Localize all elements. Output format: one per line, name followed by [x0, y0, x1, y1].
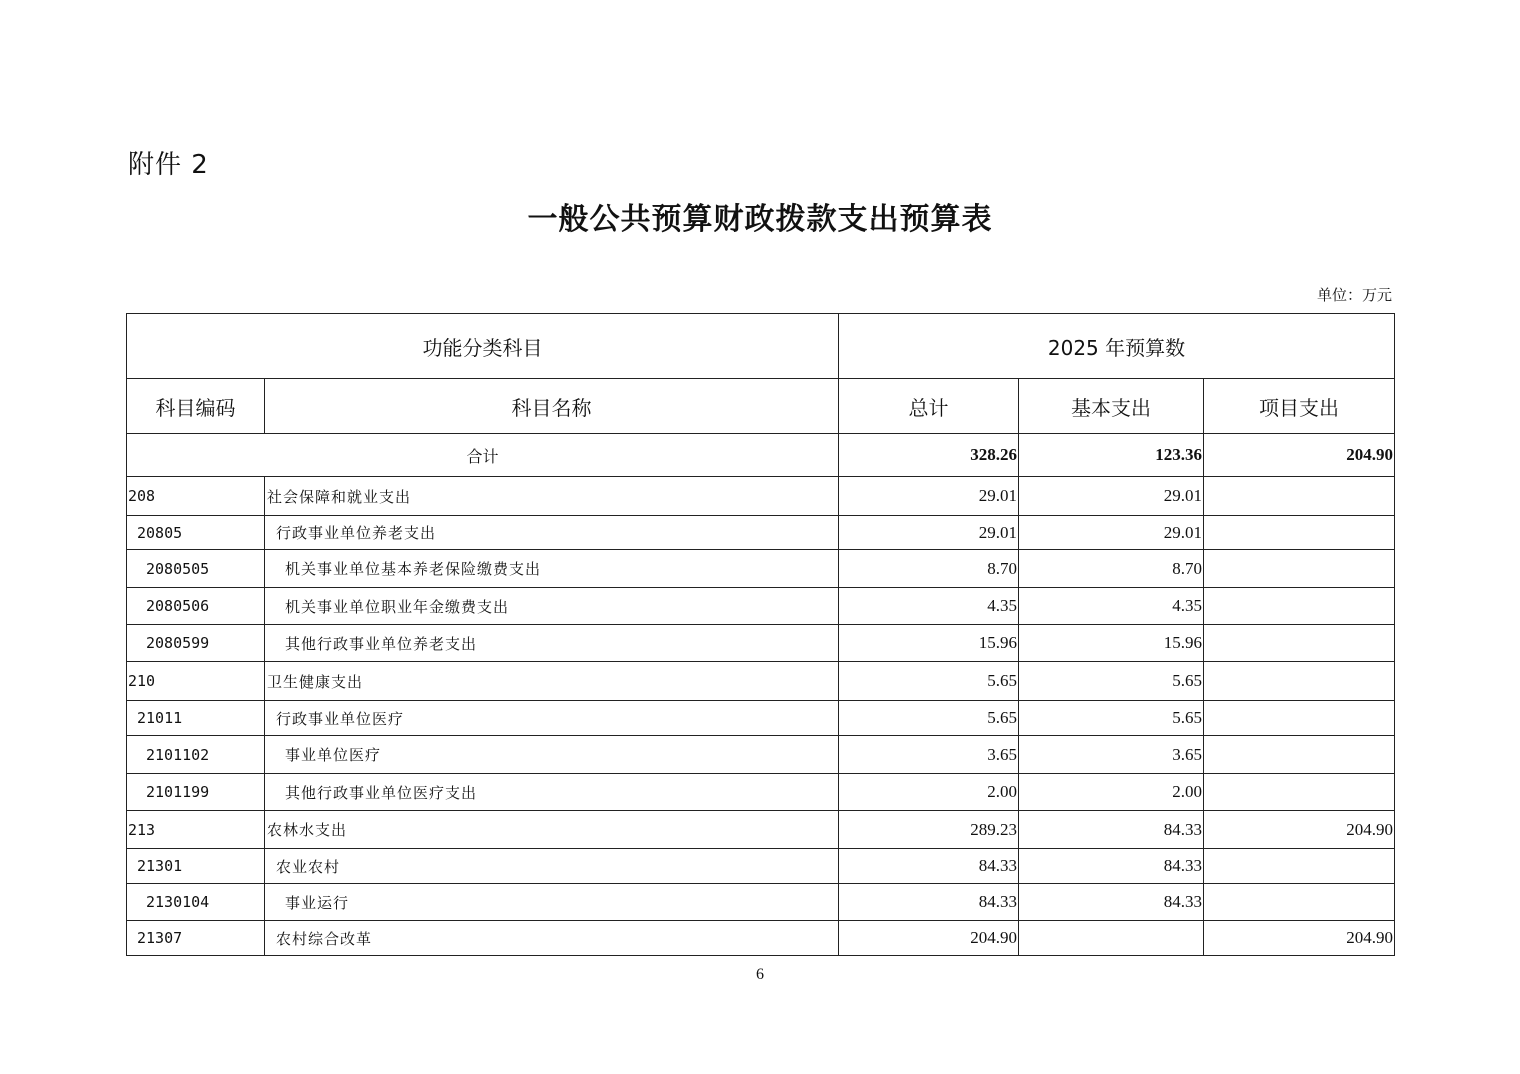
row-total: 15.96: [839, 625, 1019, 662]
row-total: 4.35: [839, 588, 1019, 625]
row-project: [1204, 701, 1395, 736]
row-project: [1204, 477, 1395, 516]
table-row: [127, 811, 1395, 849]
document-title: 一般公共预算财政拨款支出预算表: [527, 202, 993, 237]
table-row: [127, 774, 1395, 811]
row-name: 卫生健康支出: [265, 662, 839, 701]
row-basic: 84.33: [1019, 849, 1204, 884]
row-name: 社会保障和就业支出: [265, 477, 839, 516]
row-total: 29.01: [839, 477, 1019, 516]
table-row: [127, 736, 1395, 774]
row-name: 行政事业单位养老支出: [265, 516, 839, 550]
table-row: [127, 662, 1395, 701]
row-project: [1204, 774, 1395, 811]
table-row: [127, 477, 1395, 516]
row-name: 农业农村: [265, 849, 839, 884]
row-basic: 29.01: [1019, 516, 1204, 550]
row-project: [1204, 588, 1395, 625]
row-name: 行政事业单位医疗: [265, 701, 839, 736]
row-basic: 84.33: [1019, 811, 1204, 849]
table-row: [127, 921, 1395, 956]
row-basic: 84.33: [1019, 884, 1204, 921]
row-code: 2101199: [127, 774, 265, 811]
table-row: [127, 588, 1395, 625]
unit-label: 单位：万元: [1316, 286, 1392, 304]
table-row: [127, 884, 1395, 921]
table-row: [127, 625, 1395, 662]
row-project: 204.90: [1204, 921, 1395, 956]
row-name: 其他行政事业单位医疗支出: [265, 774, 839, 811]
total-project: 204.90: [1204, 434, 1395, 477]
row-code: 21307: [127, 921, 265, 956]
row-code: 2080505: [127, 550, 265, 588]
row-name: 事业运行: [265, 884, 839, 921]
row-code: 210: [127, 662, 265, 701]
row-code: 20805: [127, 516, 265, 550]
row-code: 2101102: [127, 736, 265, 774]
table-row: [127, 849, 1395, 884]
header-column-row: [127, 379, 1395, 434]
row-code: 21301: [127, 849, 265, 884]
row-total: 3.65: [839, 736, 1019, 774]
row-total: 204.90: [839, 921, 1019, 956]
row-total: 29.01: [839, 516, 1019, 550]
header-functional-category: 功能分类科目: [127, 314, 839, 379]
budget-table: [126, 313, 1395, 956]
row-basic: 29.01: [1019, 477, 1204, 516]
row-project: [1204, 884, 1395, 921]
row-project: 204.90: [1204, 811, 1395, 849]
row-total: 8.70: [839, 550, 1019, 588]
row-total: 2.00: [839, 774, 1019, 811]
row-code: 208: [127, 477, 265, 516]
header-basic: 基本支出: [1019, 379, 1204, 434]
row-name: 事业单位医疗: [265, 736, 839, 774]
row-code: 2080506: [127, 588, 265, 625]
row-name: 其他行政事业单位养老支出: [265, 625, 839, 662]
table-row: [127, 516, 1395, 550]
row-basic: [1019, 921, 1204, 956]
total-row: [127, 434, 1395, 477]
row-total: 289.23: [839, 811, 1019, 849]
row-project: [1204, 625, 1395, 662]
row-total: 84.33: [839, 884, 1019, 921]
row-basic: 5.65: [1019, 662, 1204, 701]
row-basic: 2.00: [1019, 774, 1204, 811]
row-basic: 15.96: [1019, 625, 1204, 662]
table-row: [127, 550, 1395, 588]
row-code: 21011: [127, 701, 265, 736]
row-total: 5.65: [839, 662, 1019, 701]
header-name: 科目名称: [265, 379, 839, 434]
total-sum: 328.26: [839, 434, 1019, 477]
row-project: [1204, 662, 1395, 701]
header-total: 总计: [839, 379, 1019, 434]
row-basic: 3.65: [1019, 736, 1204, 774]
row-name: 机关事业单位职业年金缴费支出: [265, 588, 839, 625]
attachment-label: 附件 2: [128, 150, 209, 180]
total-label: 合计: [127, 434, 839, 477]
page-number: 6: [756, 966, 764, 983]
row-name: 农村综合改革: [265, 921, 839, 956]
table-row: [127, 701, 1395, 736]
row-total: 5.65: [839, 701, 1019, 736]
row-name: 农林水支出: [265, 811, 839, 849]
row-code: 2080599: [127, 625, 265, 662]
row-code: 213: [127, 811, 265, 849]
row-basic: 4.35: [1019, 588, 1204, 625]
row-project: [1204, 550, 1395, 588]
row-project: [1204, 849, 1395, 884]
header-code: 科目编码: [127, 379, 265, 434]
total-basic: 123.36: [1019, 434, 1204, 477]
row-basic: 5.65: [1019, 701, 1204, 736]
row-code: 2130104: [127, 884, 265, 921]
header-group-row: [127, 314, 1395, 379]
row-name: 机关事业单位基本养老保险缴费支出: [265, 550, 839, 588]
header-project: 项目支出: [1204, 379, 1395, 434]
row-project: [1204, 516, 1395, 550]
row-project: [1204, 736, 1395, 774]
row-basic: 8.70: [1019, 550, 1204, 588]
header-budget-year: 2025 年预算数: [839, 314, 1395, 379]
row-total: 84.33: [839, 849, 1019, 884]
